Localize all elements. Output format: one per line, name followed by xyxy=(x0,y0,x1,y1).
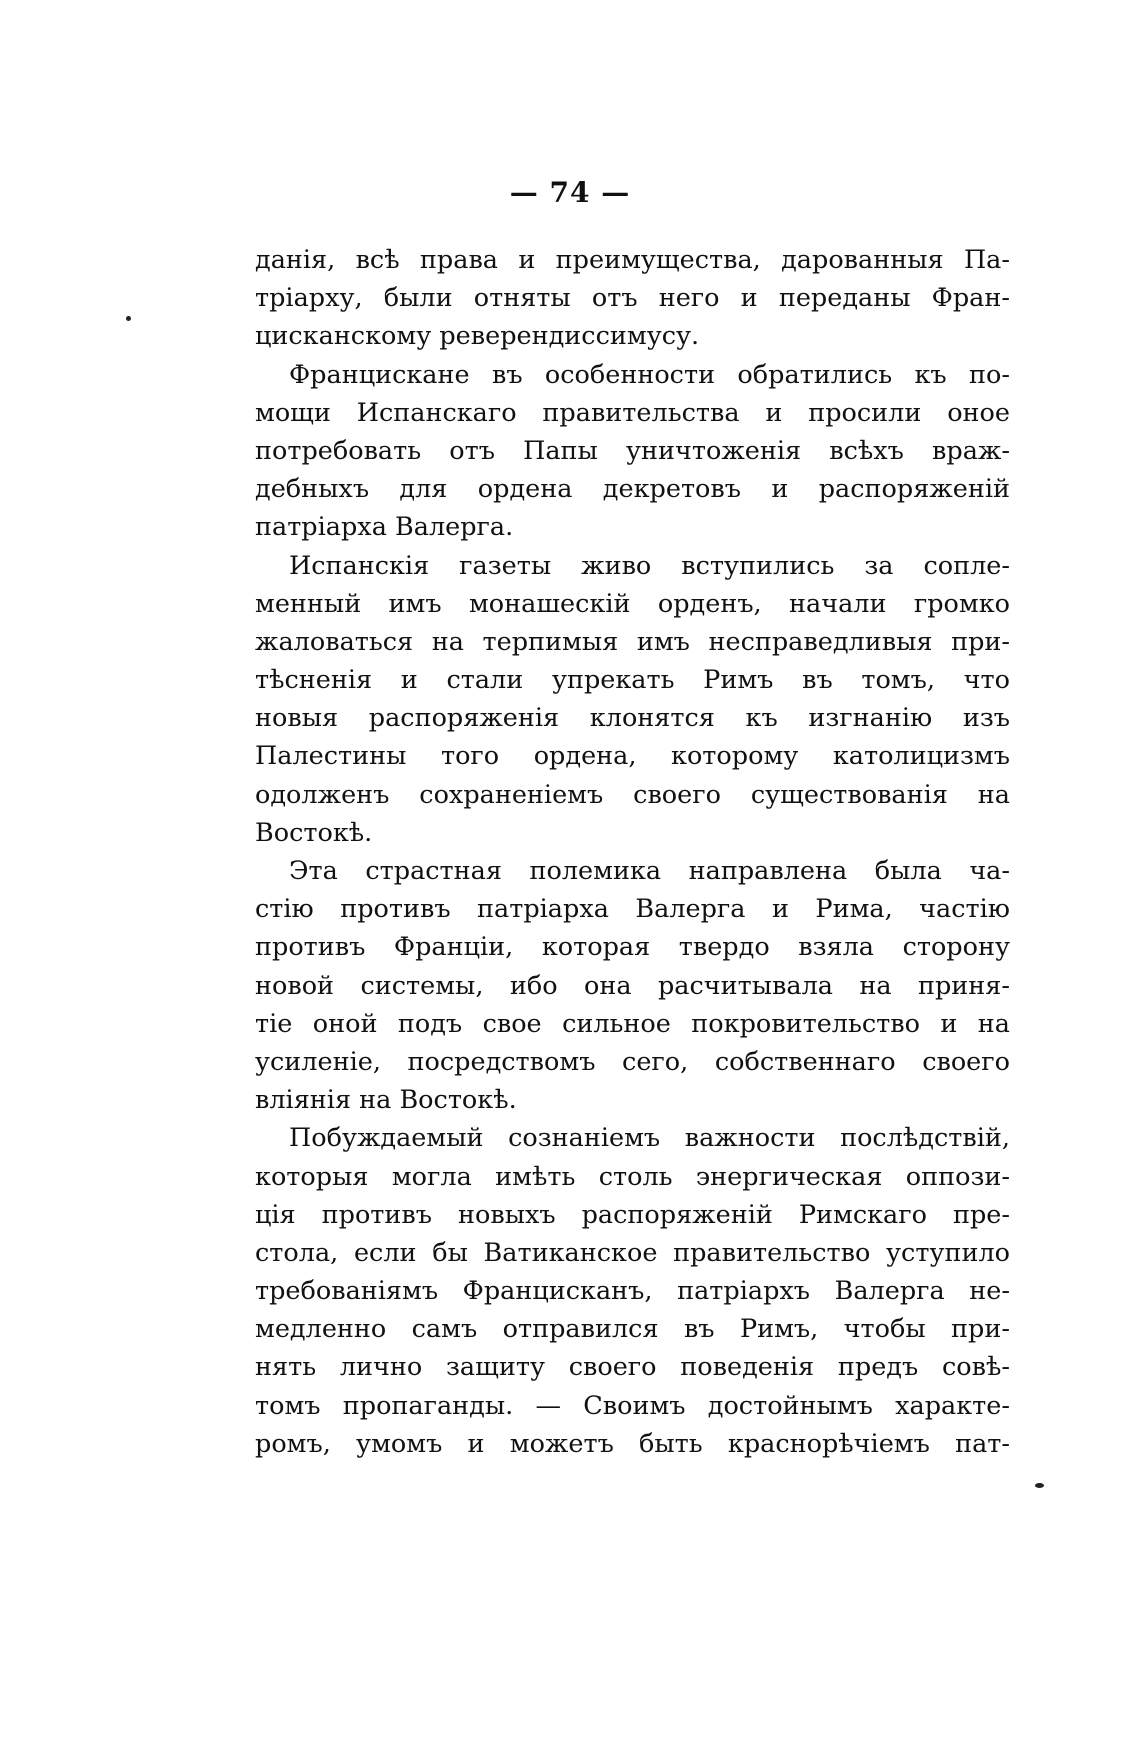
text-line: патріарха Валерга. xyxy=(255,512,514,543)
text-line: Францискане въ особенности обратились къ по- xyxy=(289,359,1010,390)
scan-speck xyxy=(1035,1483,1044,1488)
paragraph-3 xyxy=(255,547,1010,853)
scan-speck xyxy=(126,316,131,321)
text-line: тіе оной подъ свое сильное покровительство и на xyxy=(255,1008,1010,1039)
text-line: Востокѣ. xyxy=(255,817,373,848)
text-line: тріарху, были отняты отъ него и переданы Фран- xyxy=(255,283,1010,314)
text-line: данія, всѣ права и преимущества, дарованныя Па- xyxy=(255,245,1010,275)
text-line: дебныхъ для ордена декретовъ и распоряженій xyxy=(255,474,1010,505)
text-line: менный имъ монашескій орденъ, начали громко xyxy=(255,588,1010,619)
text-line: противъ Франціи, которая твердо взяла сторону xyxy=(255,932,1010,963)
body-text xyxy=(255,241,1010,1463)
text-line: Палестины того ордена, которому католицизмъ xyxy=(255,741,1010,772)
text-line: стію противъ патріарха Валерга и Рима, частію xyxy=(255,894,1010,925)
page-number: — 74 — xyxy=(509,176,631,209)
text-line: одолженъ сохраненіемъ своего существованія на xyxy=(255,779,1010,810)
text-line: медленно самъ отправился въ Римъ, чтобы при- xyxy=(255,1314,1010,1345)
text-line: которыя могла имѣть столь энергическая оппози- xyxy=(255,1161,1010,1192)
text-line: Эта страстная полемика направлена была ча- xyxy=(289,856,1010,886)
text-line: Испанскія газеты живо вступились за сопле- xyxy=(289,550,1010,581)
text-line: требованіямъ Францисканъ, патріархъ Валерга не- xyxy=(255,1276,1010,1307)
text-line: потребовать отъ Папы уничтоженія всѣхъ враж- xyxy=(255,435,1010,466)
text-line: ція противъ новыхъ распоряженій Римскаго пре- xyxy=(255,1199,1010,1230)
paragraph-2 xyxy=(255,356,1010,547)
paragraph-4 xyxy=(255,852,1010,1119)
text-line: усиленіе, посредствомъ сего, собственнаго своего xyxy=(255,1046,1010,1077)
text-line: томъ пропаганды. — Своимъ достойнымъ характе- xyxy=(255,1390,1010,1421)
paragraph-1 xyxy=(255,241,1010,356)
text-line: ромъ, умомъ и можетъ быть краснорѣчіемъ пат- xyxy=(255,1428,1010,1459)
text-line: жаловаться на терпимыя имъ несправедливыя при- xyxy=(255,626,1010,657)
text-line: стола, если бы Ватиканское правительство уступило xyxy=(255,1237,1010,1268)
text-line: мощи Испанскаго правительства и просили оное xyxy=(255,397,1010,428)
text-line: новой системы, ибо она расчитывала на приня- xyxy=(255,970,1010,1001)
text-line: Побуждаемый сознаніемъ важности послѣдствій, xyxy=(289,1123,1010,1154)
text-line: тѣсненія и стали упрекать Римъ въ томъ, что xyxy=(255,665,1010,696)
text-line: вліянія на Востокѣ. xyxy=(255,1085,517,1116)
paragraph-5 xyxy=(255,1119,1010,1463)
text-line: цисканскому реверендиссимусу. xyxy=(255,321,700,352)
text-line: нять лично защиту своего поведенія предъ совѣ- xyxy=(255,1352,1010,1383)
text-line: новыя распоряженія клонятся къ изгнанію изъ xyxy=(255,703,1010,734)
